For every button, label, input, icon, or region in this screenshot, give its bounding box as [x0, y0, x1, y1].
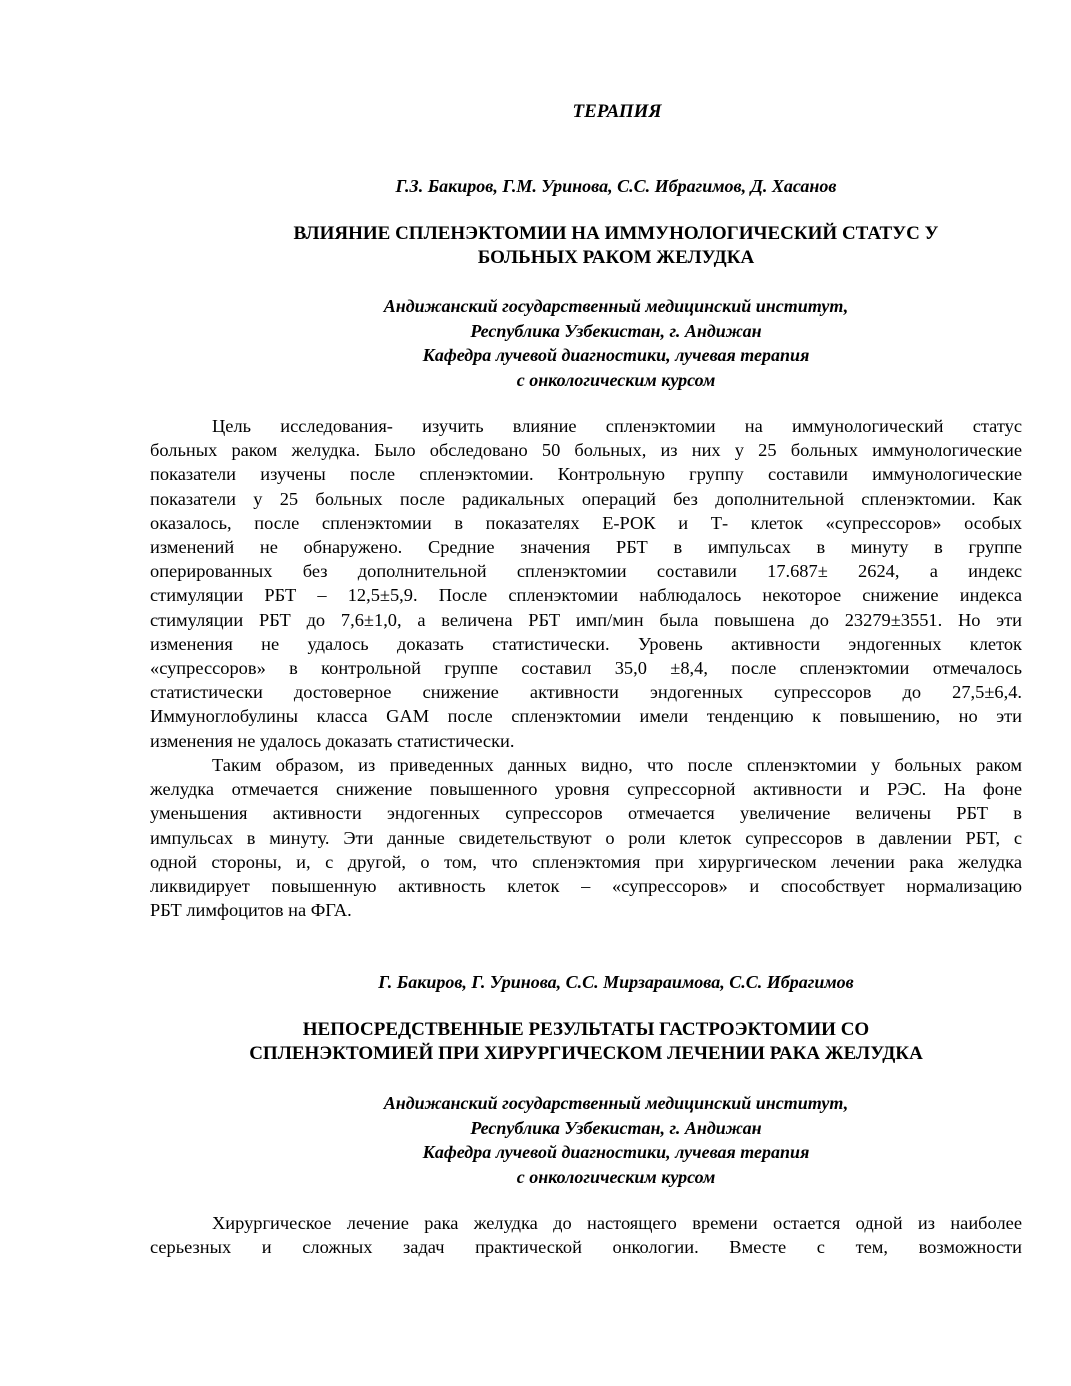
paragraph-line: Хирургическое лечение рака желудка до настоящего времени остается одной из наиболее	[212, 1213, 1022, 1233]
paragraph-line: «супрессоров» в контрольной группе составил 35,0 ±8,4, после спленэктомии отмечалось	[150, 658, 1022, 679]
paragraph-line: оперированных без дополнительной спленэктомии составили 17.687± 2624, а индекс	[150, 561, 1022, 582]
paragraph-line: импульсах в минуту. Эти данные свидетельствуют о роли клеток супрессоров в давлении РБТ, с	[150, 827, 1022, 848]
paragraph-line: одной стороны, и, с другой, о том, что спленэктомия при хирургическом лечении рака желудка	[150, 851, 1022, 872]
paragraph-line: показатели изучены после спленэктомии. Контрольную группу составили иммунологические	[150, 464, 1022, 485]
paragraph-line: показатели у 25 больных после радикальных операций без дополнительной спленэктомии. Как	[150, 488, 1022, 509]
paragraph-line: Таким образом, из приведенных данных видно, что после спленэктомии у больных раком	[212, 755, 1022, 775]
article2-title	[176, 1018, 996, 1066]
article2-authors: Г. Бакиров, Г. Уринова, С.С. Мирзараимова, С.С. Ибрагимов	[378, 972, 854, 992]
article1-title	[230, 222, 1002, 270]
article2-affiliation-line: Андижанский государственный медицинский институт,	[383, 1093, 849, 1113]
article2-affiliation-line: с онкологическим курсом	[516, 1166, 716, 1187]
article1-title-line: ВЛИЯНИЕ СПЛЕНЭКТОМИИ НА ИММУНОЛОГИЧЕСКИЙ СТАТУС У	[293, 223, 939, 244]
article2-affiliation-line: Республика Узбекистан, г. Андижан	[470, 1117, 762, 1138]
paragraph-line: изменения не удалось доказать статистически.	[150, 730, 515, 751]
article1-paragraph-2	[150, 753, 1022, 922]
article1-authors: Г.З. Бакиров, Г.М. Уринова, С.С. Ибрагимов, Д. Хасанов	[395, 176, 837, 196]
article2-affiliation-line: Кафедра лучевой диагностики, лучевая терапия	[422, 1142, 810, 1162]
paragraph-line: желудка отмечается снижение повышенного уровня супрессорной активности и РЭС. На фоне	[150, 779, 1022, 800]
paragraph-line: уменьшения активности эндогенных супрессоров отмечается увеличение величены РБТ в	[150, 803, 1022, 824]
article1-title-line: БОЛЬНЫХ РАКОМ ЖЕЛУДКА	[477, 247, 755, 268]
article1-affiliation-line: Андижанский государственный медицинский институт,	[383, 296, 849, 316]
paragraph-line: РБТ лимфоцитов на ФГА.	[150, 900, 352, 921]
paragraph-line: изменения не удалось доказать статистически. Уровень активности эндогенных клеток	[150, 633, 1022, 654]
section-heading: ТЕРАПИЯ	[572, 101, 662, 122]
paragraph-line: статистически достоверное снижение активности эндогенных супрессоров до 27,5±6,4.	[150, 682, 1022, 703]
paragraph-line: серьезных и сложных задач практической онкологии. Вместе с тем, возможности	[150, 1237, 1022, 1258]
paragraph-line: ликвидирует повышенную активность клеток – «супрессоров» и способствует нормализацию	[150, 876, 1022, 897]
paragraph-line: стимуляции РБТ – 12,5±5,9. После спленэктомии наблюдалось некоторое снижение индекса	[150, 585, 1022, 606]
paragraph-line: Цель исследования- изучить влияние спленэктомии на иммунологический статус	[212, 416, 1022, 436]
article1-affiliation	[200, 294, 1032, 392]
article1-affiliation-line: с онкологическим курсом	[516, 369, 716, 390]
paragraph-line: Иммуноглобулины класса GAM после спленэктомии имели тенденцию к повышению, но эти	[150, 706, 1022, 727]
article1-affiliation-line: Республика Узбекистан, г. Андижан	[470, 320, 762, 341]
article1-affiliation-line: Кафедра лучевой диагностики, лучевая терапия	[422, 345, 810, 365]
article2-affiliation	[200, 1091, 1032, 1189]
article2-title-line: СПЛЕНЭКТОМИЕЙ ПРИ ХИРУРГИЧЕСКОМ ЛЕЧЕНИИ РАКА ЖЕЛУДКА	[249, 1043, 923, 1064]
paragraph-line: больных раком желудка. Было обследовано 50 больных, из них у 25 больных иммунологические	[150, 440, 1022, 461]
article2-title-line: НЕПОСРЕДСТВЕННЫЕ РЕЗУЛЬТАТЫ ГАСТРОЭКТОМИИ СО	[302, 1019, 870, 1040]
paragraph-line: изменений не обнаружено. Средние значения РБТ в импульсах в минуту в группе	[150, 537, 1022, 558]
article2-paragraph-1	[150, 1211, 1022, 1259]
paragraph-line: стимуляции РБТ до 7,6±1,0, а величена РБТ имп/мин была повышена до 23279±3551. Но эти	[150, 609, 1022, 630]
paragraph-line: оказалось, после спленэктомии в показателях Е-РОК и Т- клеток «супрессоров» особых	[150, 512, 1022, 533]
article1-paragraph-1	[150, 414, 1022, 753]
